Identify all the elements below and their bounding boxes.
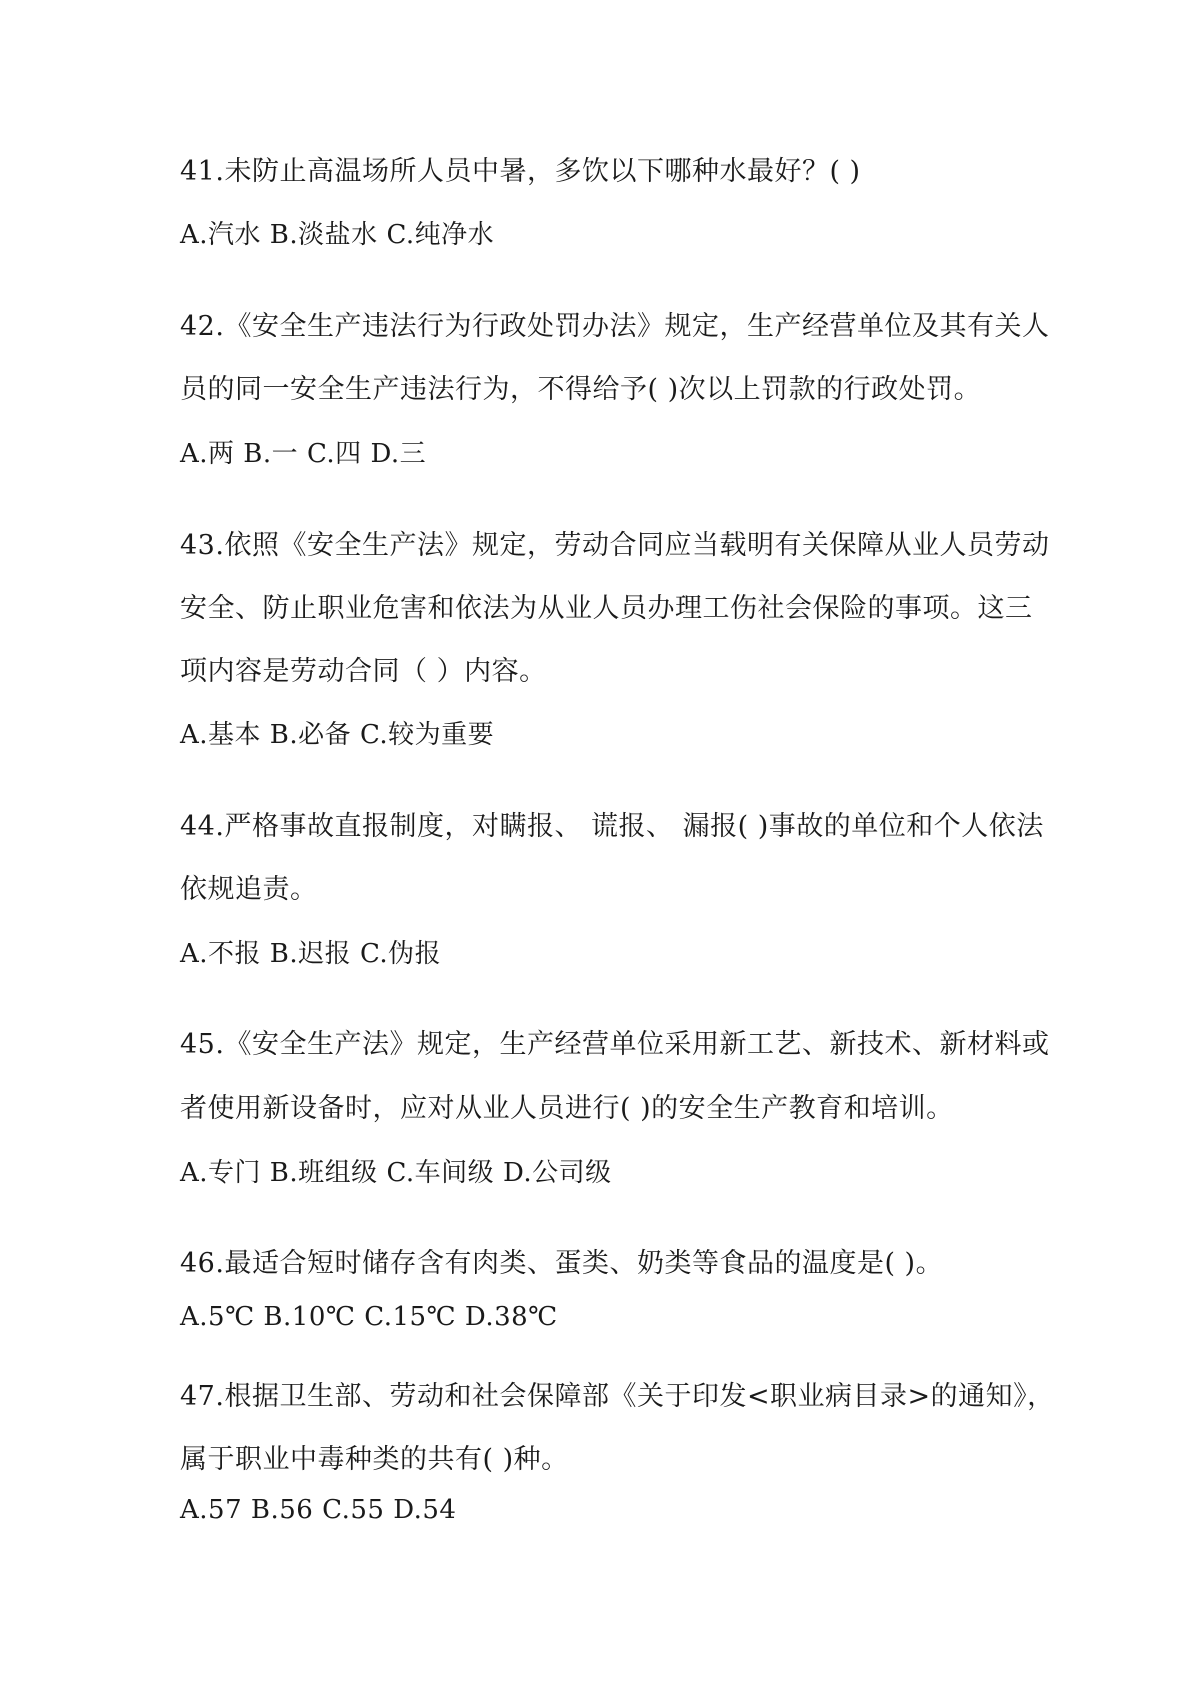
question-47-line-2: 属于职业中毒种类的共有( )种。 — [180, 1444, 569, 1475]
question-46-line-1: 46.最适合短时储存含有肉类、蛋类、奶类等食品的温度是( )。 — [180, 1248, 944, 1279]
question-42-options: A.两 B.一 C.四 D.三 — [180, 439, 427, 469]
question-42-line-2: 员的同一安全生产违法行为，不得给予( )次以上罚款的行政处罚。 — [180, 374, 982, 405]
question-43-line-1: 43.依照《安全生产法》规定，劳动合同应当载明有关保障从业人员劳动 — [180, 530, 1050, 561]
question-47-options: A.57 B.56 C.55 D.54 — [180, 1495, 457, 1525]
question-44-options: A.不报 B.迟报 C.伪报 — [180, 939, 442, 969]
question-45-line-2: 者使用新设备时，应对从业人员进行( )的安全生产教育和培训。 — [180, 1093, 954, 1124]
question-43-options: A.基本 B.必备 C.较为重要 — [180, 720, 495, 750]
question-41-line-1: 41.未防止高温场所人员中暑，多饮以下哪种水最好？( ) — [180, 156, 861, 187]
question-44-line-2: 依规追责。 — [180, 874, 318, 905]
question-42-line-1: 42.《安全生产违法行为行政处罚办法》规定，生产经营单位及其有关人 — [180, 311, 1050, 342]
question-46-options: A.5℃ B.10℃ C.15℃ D.38℃ — [180, 1302, 558, 1332]
question-47-line-1: 47.根据卫生部、劳动和社会保障部《关于印发<职业病目录>的通知》， — [180, 1381, 1055, 1412]
question-41-options: A.汽水 B.淡盐水 C.纯净水 — [180, 220, 495, 250]
question-43-line-2: 安全、防止职业危害和依法为从业人员办理工伤社会保险的事项。这三 — [180, 593, 1033, 624]
question-44-line-1: 44.严格事故直报制度，对瞒报、 谎报、 漏报( )事故的单位和个人依法 — [180, 811, 1044, 842]
question-43-line-3: 项内容是劳动合同（ ）内容。 — [180, 656, 547, 687]
question-45-line-1: 45.《安全生产法》规定，生产经营单位采用新工艺、新技术、新材料或 — [180, 1029, 1050, 1060]
question-45-options: A.专门 B.班组级 C.车间级 D.公司级 — [180, 1158, 612, 1188]
